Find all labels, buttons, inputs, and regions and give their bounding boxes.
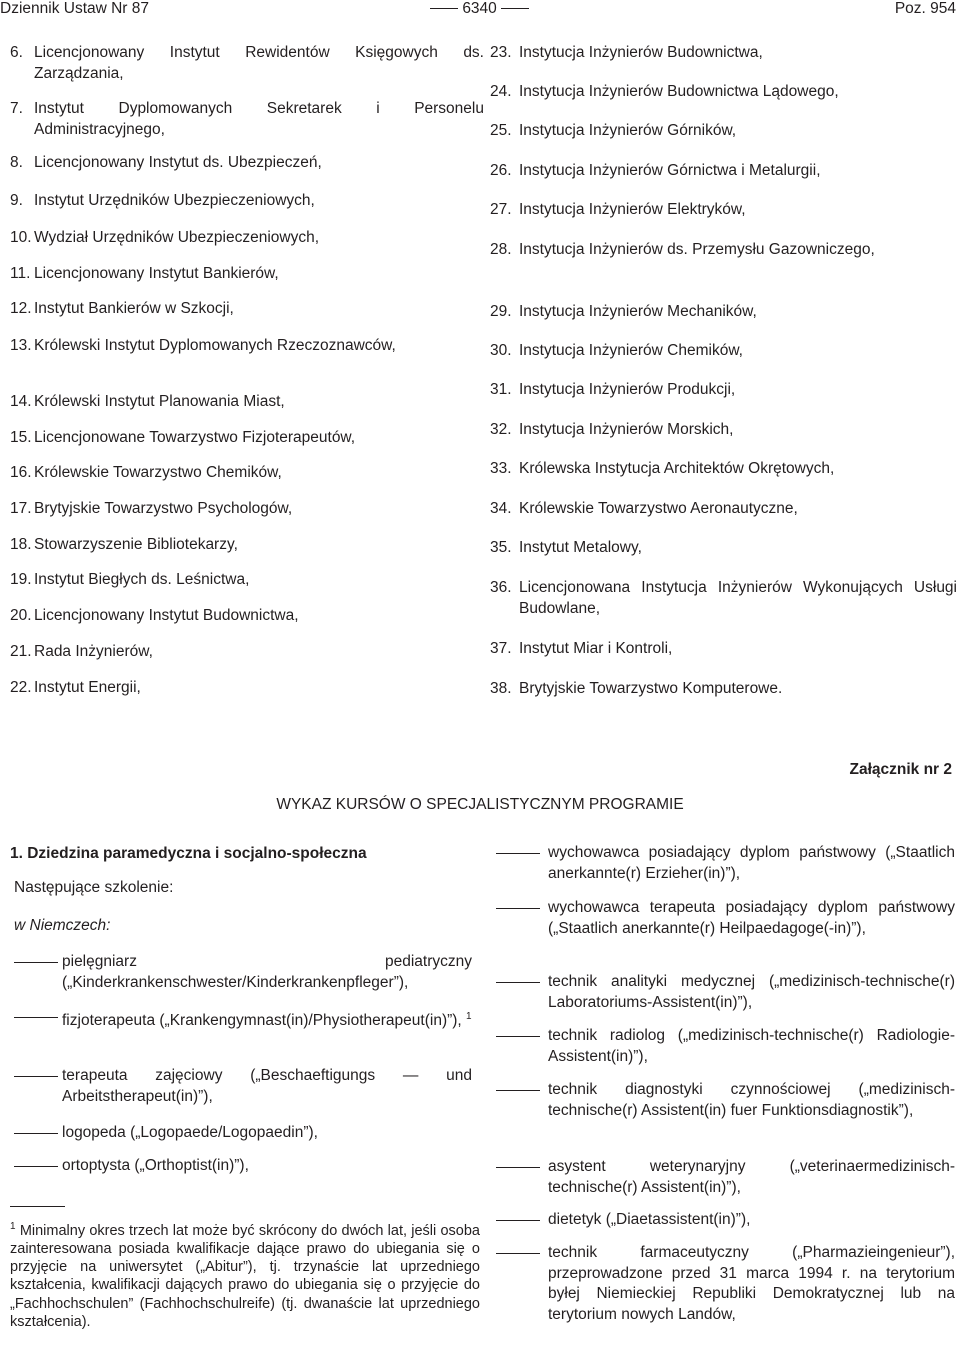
footnote-ref: 1 [466, 1011, 472, 1022]
journal-title: Dziennik Ustaw Nr 87 [0, 0, 150, 17]
dash-marker [496, 982, 540, 983]
list-item: technik diagnostyki czynnościowej („medizinisch-technische(r) Assistent(in) fuer Funktionsdiagnostik”), [548, 1081, 955, 1119]
position-number: Poz. 954 [894, 0, 956, 17]
page-header [0, 0, 960, 20]
intro-text: Następujące szkolenie: [14, 879, 174, 896]
section-heading: 1. Dziedzina paramedyczna i socjalno-społeczna [10, 845, 367, 862]
dash-marker [496, 1036, 540, 1037]
dash-marker [496, 1090, 540, 1091]
section-title: WYKAZ KURSÓW O SPECJALISTYCZNYM PROGRAMIE [276, 796, 684, 813]
dash-marker [14, 1017, 58, 1018]
page-number: 6340 [430, 0, 530, 18]
list-item: wychowawca terapeuta posiadający dyplom państwowy („Staatlich anerkannte(r) Heilpaedagoge(-in)”), [548, 899, 955, 937]
list-item: dietetyk („Diaetassistent(in)”), [548, 1211, 751, 1228]
footnote-mark: 1 [10, 1221, 16, 1232]
footnote-divider [10, 1206, 65, 1207]
list-item: technik farmaceutyczny („Pharmazieingenieur”), przeprowadzone przed 31 marca 1994 r. na terytorium byłej Niemieckiej Republiki Demokratycznej lub na terytorium nowych Landów, [548, 1244, 955, 1323]
footnote: $^1$ Minimalny okres trzech lat może być skrócony do dwóch lat, jeśli osoba zainteresowana posiada kwalifikacje dające prawo do ubiegania się o przyjęcie na uniwersytet („Abitur”), tj. trzynaście lat uprzedniego kształcenia, kwalifikacji dających prawo do ubiegania się o przyjęcie do „Fachhochschulen” (Fachhochschulreife) (tj. dwanaście lat uprzedniego kształcenia). [10, 1221, 480, 1330]
list-item: ortoptysta („Orthoptist(in)”), [62, 1157, 249, 1174]
dash-marker [496, 853, 540, 854]
dash-marker [496, 1167, 540, 1168]
dash-marker [496, 1253, 540, 1254]
list-item: wychowawca posiadający dyplom państwowy („Staatlich anerkannte(r) Erzieher(in)”), [548, 844, 955, 882]
list-item: asystent weterynaryjny („veterinaermedizinisch-technische(r) Assistent(in)”), [548, 1158, 955, 1196]
dash-marker [496, 1220, 540, 1221]
dash-marker [14, 1166, 58, 1167]
country-label: w Niemczech: [14, 917, 111, 934]
dash-marker [14, 1133, 58, 1134]
list-item: terapeuta zajęciowy („Beschaeftigungs — und Arbeitstherapeut(in)”), [62, 1067, 472, 1105]
dash-marker [496, 908, 540, 909]
list-item: pielęgniarz pediatryczny („Kinderkrankenschwester/Kinderkrankenpfleger”), [62, 953, 472, 991]
dash-marker [14, 962, 58, 963]
list-item: technik radiolog („medizinisch-technische(r) Radiologie-Assistent(in)”), [548, 1027, 955, 1065]
annex-label: Załącznik nr 2 [849, 761, 952, 778]
list-item: logopeda („Logopaede/Logopaedin”), [62, 1124, 318, 1141]
list-item: fizjoterapeuta („Krankengymnast(in)/Physiotherapeut(in)”), $^1$ [62, 1011, 472, 1030]
dash-marker [14, 1076, 58, 1077]
list-item: technik analityki medycznej („medizinisch-technische(r) Laboratoriums-Assistent(in)”), [548, 973, 955, 1011]
